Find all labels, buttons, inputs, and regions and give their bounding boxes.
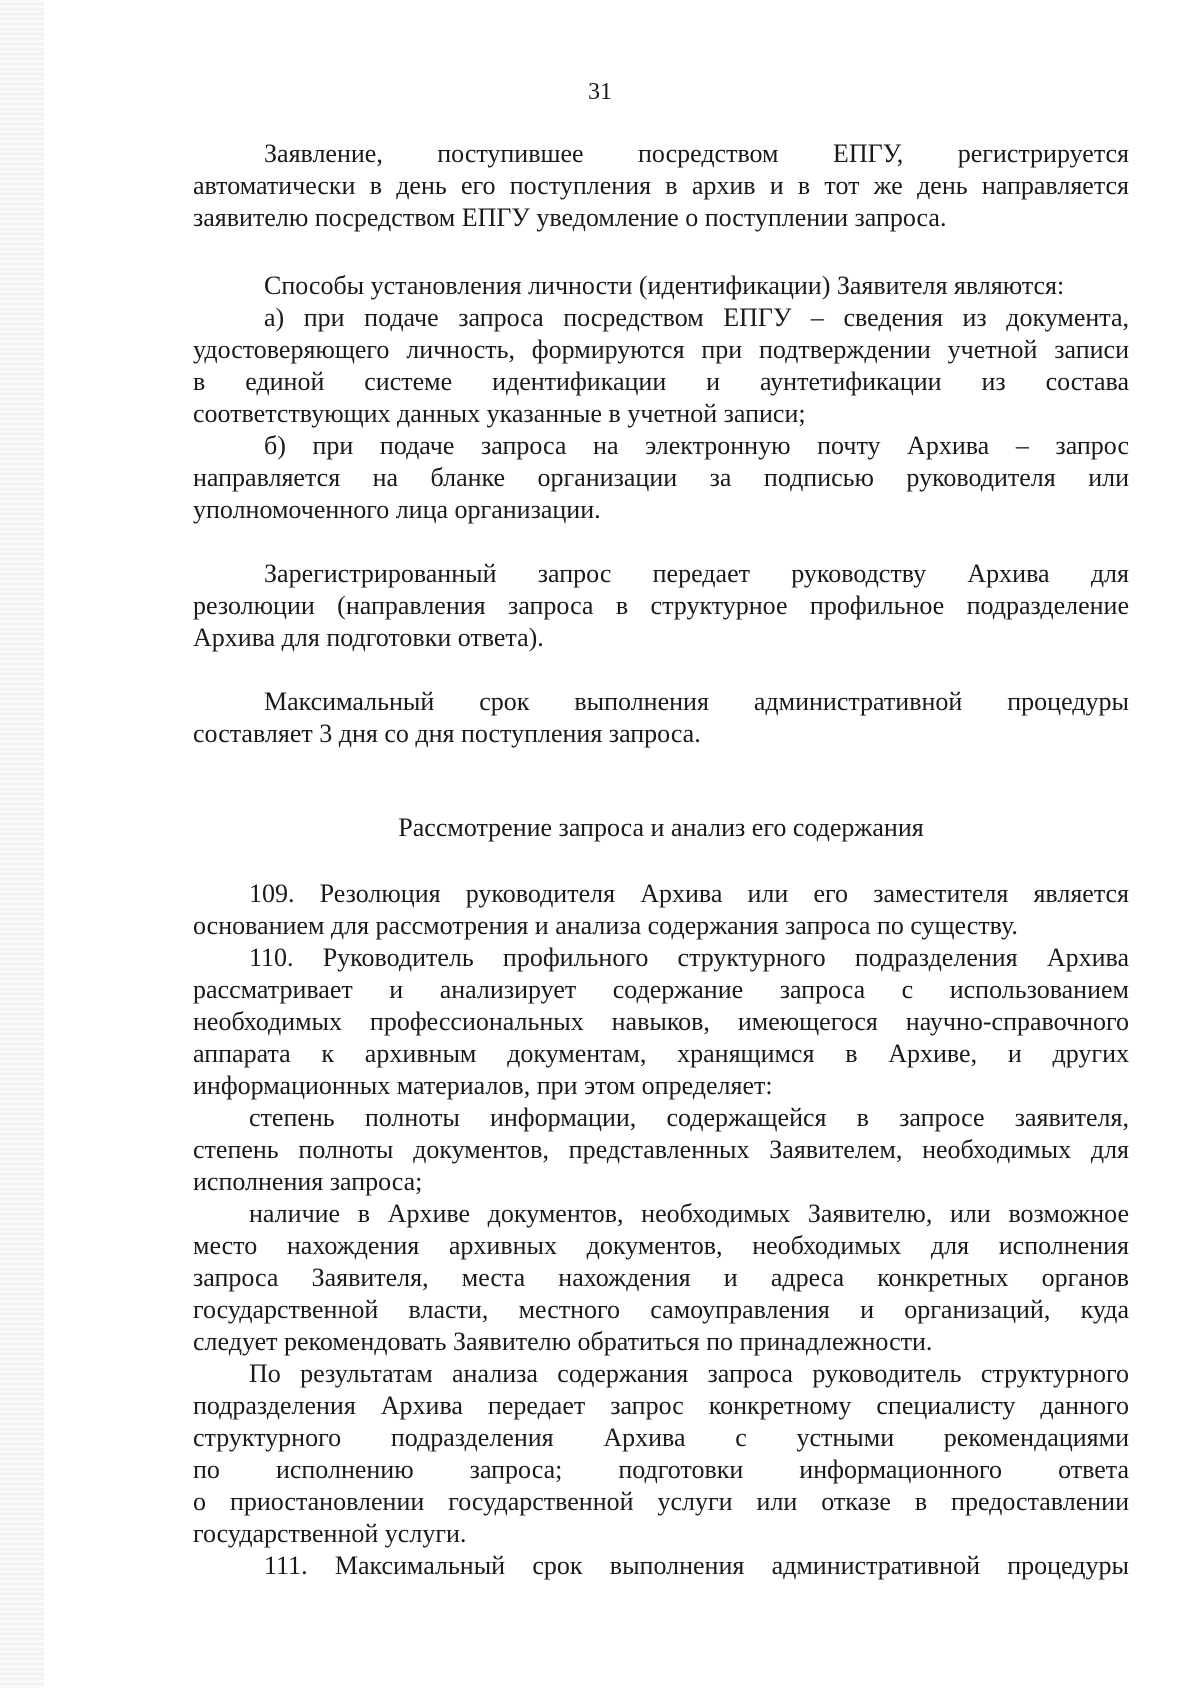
text-line: а) при подаче запроса посредством ЕПГУ – сведения из документа,	[264, 303, 1129, 332]
text-line: Максимальный срок выполнения административной процедуры	[264, 687, 1129, 716]
text-line: информационных материалов, при этом определяет:	[193, 1071, 773, 1100]
text-line: основанием для рассмотрения и анализа содержания запроса по существу.	[193, 911, 1018, 940]
text-line: соответствующих данных указанные в учетной записи;	[193, 399, 806, 428]
text-line: степень полноты информации, содержащейся в запросе заявителя,	[249, 1103, 1129, 1132]
text-line: по исполнению запроса; подготовки информационного ответа	[193, 1455, 1129, 1484]
text-line: Заявление, поступившее посредством ЕПГУ, регистрируется	[264, 139, 1129, 168]
text-line: 109. Резолюция руководителя Архива или его заместителя является	[249, 879, 1129, 908]
text-line: Способы установления личности (идентификации) Заявителя являются:	[264, 271, 1065, 300]
page-number: 31	[588, 79, 612, 105]
paragraph-max-term	[193, 686, 1129, 750]
text-line: в единой системе идентификации и аунтетификации из состава	[193, 367, 1129, 396]
text-line: место нахождения архивных документов, необходимых для исполнения	[193, 1231, 1129, 1260]
text-line: 110. Руководитель профильного структурного подразделения Архива	[249, 943, 1129, 972]
text-line: 111. Максимальный срок выполнения административной процедуры	[264, 1551, 1129, 1580]
text-line: б) при подаче запроса на электронную почту Архива – запрос	[264, 431, 1129, 460]
text-line: необходимых профессиональных навыков, имеющегося научно-справочного	[193, 1007, 1129, 1036]
paragraph-registered-request	[193, 558, 1129, 654]
text-line: государственной услуги.	[193, 1519, 467, 1548]
text-line: По результатам анализа содержания запроса руководитель структурного	[249, 1359, 1129, 1388]
text-line: следует рекомендовать Заявителю обратиться по принадлежности.	[193, 1327, 933, 1356]
text-line: удостоверяющего личность, формируются при подтверждении учетной записи	[193, 335, 1129, 364]
text-line: степень полноты документов, представленных Заявителем, необходимых для	[193, 1135, 1129, 1164]
text-line: резолюции (направления запроса в структурное профильное подразделение	[193, 591, 1129, 620]
text-line: государственной власти, местного самоуправления и организаций, куда	[193, 1295, 1129, 1324]
text-line: автоматически в день его поступления в архив и в тот же день направляется	[193, 171, 1129, 200]
text-line: запроса Заявителя, места нахождения и адреса конкретных органов	[193, 1263, 1129, 1292]
text-line: подразделения Архива передает запрос конкретному специалисту данного	[193, 1391, 1129, 1420]
scan-edge-artifact	[0, 0, 44, 1688]
text-line: заявителю посредством ЕПГУ уведомление о поступлении запроса.	[193, 203, 947, 232]
text-line: наличие в Архиве документов, необходимых Заявителю, или возможное	[249, 1199, 1129, 1228]
text-line: аппарата к архивным документам, хранящимся в Архиве, и других	[193, 1039, 1129, 1068]
text-line: исполнения запроса;	[193, 1167, 423, 1196]
text-line: Зарегистрированный запрос передает руководству Архива для	[264, 559, 1129, 588]
text-line: уполномоченного лица организации.	[193, 495, 601, 524]
text-line: Архива для подготовки ответа).	[193, 623, 544, 652]
text-line: структурного подразделения Архива с устными рекомендациями	[193, 1423, 1129, 1452]
text-line: направляется на бланке организации за подписью руководителя или	[193, 463, 1129, 492]
text-line: рассматривает и анализирует содержание запроса с использованием	[193, 975, 1129, 1004]
paragraph-epgu-registration	[193, 138, 1129, 234]
paragraph-request-review	[193, 878, 1129, 1582]
text-line: о приостановлении государственной услуги или отказе в предоставлении	[193, 1487, 1129, 1516]
paragraph-identification-methods	[193, 270, 1129, 526]
text-line: составляет 3 дня со дня поступления запроса.	[193, 719, 701, 748]
section-heading: Рассмотрение запроса и анализ его содержания	[398, 813, 924, 842]
